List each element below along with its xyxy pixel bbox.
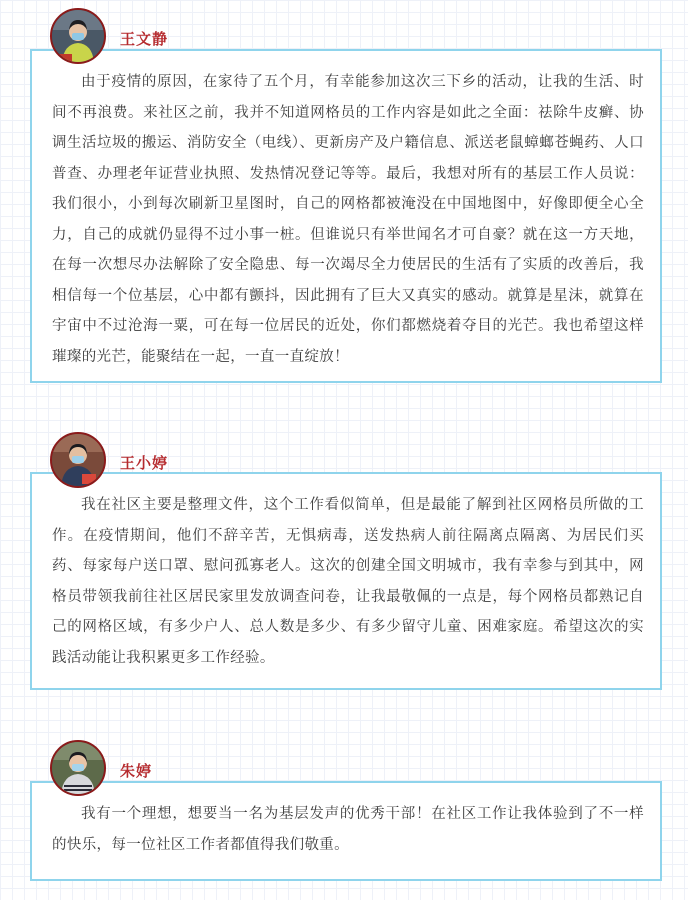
avatar (50, 740, 106, 796)
testimonial-card (30, 472, 662, 690)
author-name: 王小婷 (120, 454, 169, 472)
author-name: 王文静 (120, 30, 169, 48)
avatar (50, 8, 106, 64)
testimonial-text: 我在社区主要是整理文件，这个工作看似简单，但是最能了解到社区网格员所做的工作。在疫情期间，他们不辞辛苦，无惧病毒，送发热病人前往隔离点隔离、为居民们买药、每家每户送口罩、慰问孤寡老人。这次的创建全国文明城市，我有幸参与到其中，网格员带领我前往社区居民家里发放调查问卷，让我最敬佩的一点是，每个网格员都熟记自己的网格区域，有多少户人、总人数是多少、有多少留守儿童、困难家庭。希望这次的实践活动能让我积累更多工作经验。 (52, 497, 644, 666)
testimonial-card (30, 49, 662, 383)
testimonial-text: 我有一个理想，想要当一名为基层发声的优秀干部！在社区工作让我体验到了不一样的快乐，每一位社区工作者都值得我们敬重。 (52, 806, 644, 853)
testimonial-card (30, 781, 662, 881)
testimonial-text: 由于疫情的原因，在家待了五个月，有幸能参加这次三下乡的活动，让我的生活、时间不再浪费。来社区之前，我并不知道网格员的工作内容是如此之全面：祛除牛皮癣、协调生活垃圾的搬运、消防安全（电线）、更新房产及户籍信息、派送老鼠蟑螂苍蝇药、人口普查、办理老年证营业执照、发热情况登记等等。最后，我想对所有的基层工作人员说：我们很小，小到每次刷新卫星图时，自己的网格都被淹没在中国地图中，好像即便全心全力，自己的成就仍显得不过小事一桩。但谁说只有举世闻名才可自豪？就在这一方天地，在每一次想尽办法解除了安全隐患、每一次竭尽全力使居民的生活有了实质的改善后，我相信每一个位基层，心中都有颤抖，因此拥有了巨大又真实的感动。就算是星沫，就算在宇宙中不过沧海一粟，可在每一位居民的近处，你们都燃烧着夺目的光芒。我也希望这样璀璨的光芒，能聚结在一起，一直一直绽放！ (52, 74, 644, 365)
avatar (50, 432, 106, 488)
author-name: 朱婷 (120, 762, 153, 780)
